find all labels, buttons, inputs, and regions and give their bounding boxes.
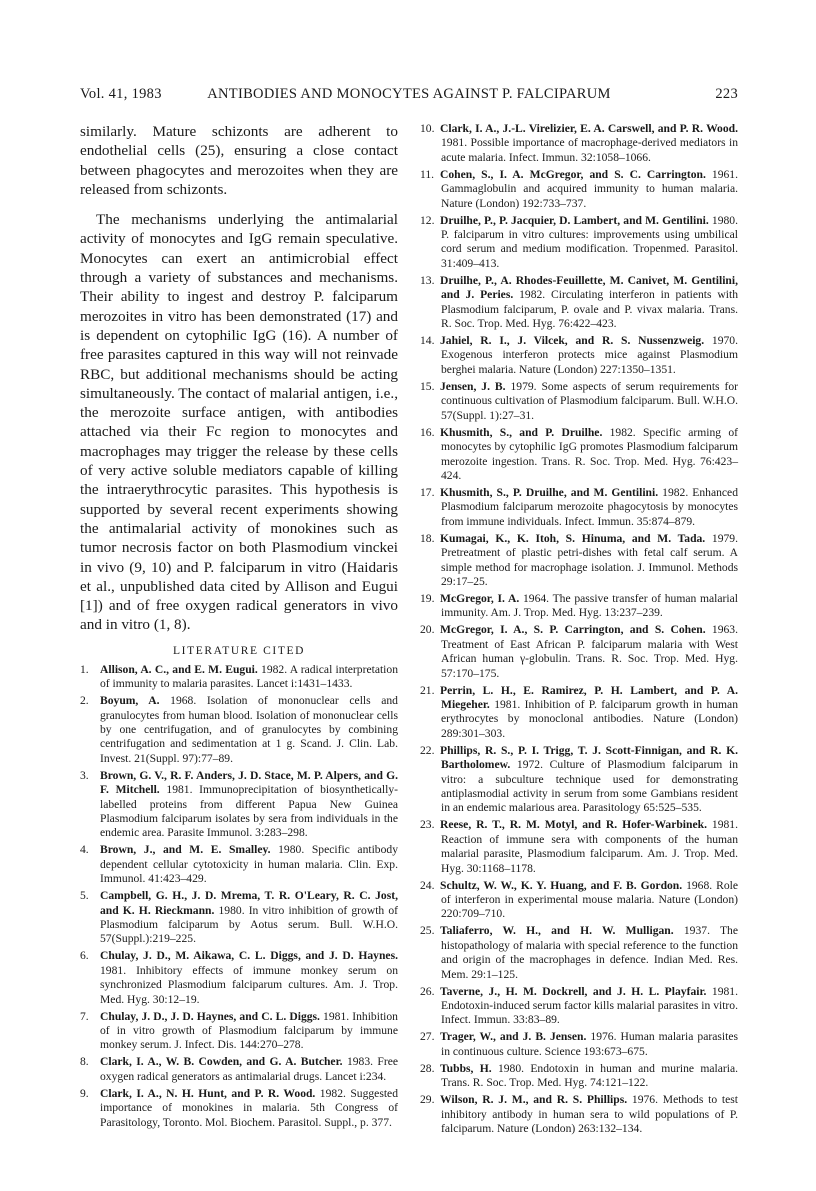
reference-authors: Tubbs, H. <box>440 1061 492 1075</box>
right-column <box>420 122 738 1139</box>
reference-authors: Chulay, J. D., J. D. Haynes, and C. L. Diggs. <box>100 1009 320 1023</box>
reference-item <box>420 985 738 1028</box>
reference-authors: Reese, R. T., R. M. Motyl, and R. Hofer-Warbinek. <box>440 818 707 832</box>
reference-item <box>420 426 738 484</box>
reference-number: 21. <box>420 683 435 697</box>
reference-item <box>420 168 738 211</box>
reference-text: 1980. In vitro inhibition of growth of Plasmodium falciparum by Aotus serum. Bull. W.H.O. 57(Suppl.):219–225. <box>100 903 398 946</box>
reference-item <box>80 1055 398 1084</box>
running-title: ANTIBODIES AND MONOCYTES AGAINST P. FALCIPARUM <box>207 86 611 102</box>
page-header <box>80 86 738 108</box>
reference-number: 6. <box>80 949 89 963</box>
reference-item <box>420 274 738 332</box>
reference-list-right <box>420 122 738 1137</box>
reference-item <box>420 1062 738 1091</box>
page-number: 223 <box>715 86 738 102</box>
reference-item <box>420 122 738 165</box>
reference-item <box>420 592 738 621</box>
reference-text: 1968. Role of interferon in experimental mouse malaria. Nature (London) 220:709–710. <box>441 878 738 921</box>
reference-text: 1963. Treatment of East African P. falciparum malaria with West African human γ-globulin. Trans. R. Soc. Trop. Med. Hyg. 57:170–175. <box>441 623 738 680</box>
reference-text: 1976. Human malaria parasites in continuous culture. Science 193:673–675. <box>441 1030 738 1058</box>
reference-authors: Taliaferro, W. H., and H. W. Mulligan. <box>440 924 674 938</box>
reference-item <box>420 1030 738 1059</box>
reference-item <box>420 1093 738 1136</box>
reference-text: 1982. Specific arming of monocytes by cytophilic IgG promotes Plasmodium falciparum merozoite ingestion. Trans. R. Soc. Trop. Med. Hyg. 76:423–424. <box>441 425 738 482</box>
reference-number: 4. <box>80 843 89 857</box>
reference-item <box>80 694 398 766</box>
reference-authors: Khusmith, S., P. Druilhe, and M. Gentilini. <box>440 485 659 499</box>
reference-number: 22. <box>420 743 435 757</box>
reference-number: 26. <box>420 984 435 998</box>
reference-authors: Druilhe, P., P. Jacquier, D. Lambert, and M. Gentilini. <box>440 213 709 227</box>
reference-authors: Chulay, J. D., M. Aikawa, C. L. Diggs, and J. D. Haynes. <box>100 949 398 963</box>
reference-text: 1972. Culture of Plasmodium falciparum in vitro: a subculture technique used for demonstrating antiplasmodial activity in serum from some Gambians resident in an endemic malarious area. Parasitology 65:525–535. <box>441 758 738 815</box>
reference-item <box>420 380 738 423</box>
reference-number: 23. <box>420 818 435 832</box>
reference-number: 17. <box>420 485 435 499</box>
reference-item <box>80 1010 398 1053</box>
reference-list-left <box>80 663 398 1130</box>
reference-item <box>80 949 398 1007</box>
reference-number: 28. <box>420 1061 435 1075</box>
reference-text: 1983. Free oxygen radical generators as antimalarial drugs. Lancet i:234. <box>100 1055 399 1083</box>
reference-text: 1981. Inhibitory effects of immune monkey serum on synchronized Plasmodium falciparum cultures. Am. J. Trop. Med. Hyg. 30:12–19. <box>100 963 398 1006</box>
reference-authors: Cohen, S., I. A. McGregor, and S. C. Carrington. <box>440 167 706 181</box>
reference-authors: Clark, I. A., J.-L. Virelizier, E. A. Carswell, and P. R. Wood. <box>440 122 738 135</box>
reference-item <box>80 663 398 692</box>
reference-authors: Clark, I. A., W. B. Cowden, and G. A. Butcher. <box>100 1055 343 1069</box>
reference-number: 25. <box>420 924 435 938</box>
reference-number: 5. <box>80 889 89 903</box>
reference-text: 1980. Specific antibody dependent cellular cytotoxicity in human malaria. Clin. Exp. Immunol. 41:423–429. <box>100 843 398 886</box>
reference-number: 10. <box>420 122 435 135</box>
reference-text: 1961. Gammaglobulin and acquired immunity to human malaria. Nature (London) 192:733–737. <box>441 167 739 210</box>
reference-authors: Clark, I. A., N. H. Hunt, and P. R. Wood. <box>100 1086 316 1100</box>
reference-text: 1937. The histopathology of malaria with special reference to the function and origin of the macrophages in defence. Indian Med. Res. Mem. 29:1–125. <box>441 924 738 981</box>
reference-number: 13. <box>420 273 435 287</box>
reference-authors: McGregor, I. A., S. P. Carrington, and S. Cohen. <box>440 623 706 637</box>
reference-authors: Brown, J., and M. E. Smalley. <box>100 843 271 857</box>
reference-number: 15. <box>420 379 435 393</box>
reference-authors: Boyum, A. <box>100 694 160 708</box>
reference-text: 1980. Endotoxin in human and murine malaria. Trans. R. Soc. Trop. Med. Hyg. 74:121–122. <box>441 1061 738 1090</box>
reference-number: 11. <box>420 167 435 181</box>
volume-label: Vol. 41, 1983 <box>80 86 162 102</box>
reference-number: 27. <box>420 1030 435 1044</box>
reference-authors: Jahiel, R. I., J. Vilcek, and R. S. Nussenzweig. <box>440 334 705 348</box>
reference-item <box>420 532 738 590</box>
reference-number: 14. <box>420 334 435 348</box>
reference-text: 1964. The passive transfer of human malarial immunity. Am. J. Trop. Med. Hyg. 13:237–239. <box>441 591 738 620</box>
reference-number: 24. <box>420 878 435 892</box>
reference-number: 20. <box>420 623 435 637</box>
left-column <box>80 122 398 1133</box>
reference-number: 3. <box>80 768 89 782</box>
reference-number: 19. <box>420 591 435 605</box>
reference-text: 1981. Possible importance of macrophage-derived mediators in acute malaria. Infect. Immun. 32:1058–1066. <box>441 136 738 164</box>
reference-number: 8. <box>80 1055 89 1069</box>
literature-cited-heading: LITERATURE CITED <box>173 644 305 657</box>
reference-text: 1981. Inhibition of P. falciparum growth in human erythrocytes by monoclonal antibodies. Nature (London) 289:301–303. <box>441 697 738 740</box>
reference-text: 1979. Pretreatment of plastic petri-dishes with fetal calf serum. A simple method for macrophage isolation. J. Immunol. Methods 29:17–25. <box>441 531 738 588</box>
reference-number: 2. <box>80 694 89 708</box>
reference-item <box>420 486 738 529</box>
reference-authors: Schultz, W. W., K. Y. Huang, and F. B. Gordon. <box>440 878 683 892</box>
reference-authors: Khusmith, S., and P. Druilhe. <box>440 425 603 439</box>
reference-item <box>420 879 738 922</box>
reference-number: 12. <box>420 213 435 227</box>
reference-authors: Jensen, J. B. <box>440 379 506 393</box>
reference-item <box>80 769 398 841</box>
reference-text: 1982. Enhanced Plasmodium falciparum merozoite phagocytosis by monocytes from immune individuals. Infect. Immun. 35:874–879. <box>441 485 738 528</box>
reference-authors: Wilson, R. J. M., and R. S. Phillips. <box>440 1093 628 1107</box>
reference-item <box>80 889 398 947</box>
reference-authors: McGregor, I. A. <box>440 591 520 605</box>
reference-authors: Campbell, G. H., J. D. Mrema, T. R. O'Leary, R. C. Jost, and K. H. Rieckmann. <box>100 889 398 917</box>
reference-item <box>420 214 738 272</box>
reference-number: 18. <box>420 531 435 545</box>
reference-text: 1970. Exogenous interferon protects mice against Plasmodium berghei malaria. Nature (London) 227:1350–1351. <box>441 334 738 376</box>
reference-authors: Druilhe, P., A. Rhodes-Feuillette, M. Canivet, M. Gentilini, and J. Peries. <box>440 273 738 302</box>
reference-item <box>420 924 738 982</box>
reference-number: 29. <box>420 1093 435 1107</box>
reference-text: 1981. Immunoprecipitation of biosynthetically-labelled proteins from different Papua New Guinea Plasmodium falciparum isolates by sera from individuals in the endemic area. Parasite Immunol. 3:283–298. <box>100 783 399 840</box>
reference-item <box>80 843 398 886</box>
reference-text: 1981. Inhibition of in vitro growth of Plasmodium falciparum by immune monkey serum. J. Infect. Dis. 144:270–278. <box>100 1009 398 1052</box>
reference-item <box>420 744 738 816</box>
reference-authors: Taverne, J., H. M. Dockrell, and J. H. L. Playfair. <box>440 984 707 998</box>
reference-authors: Perrin, L. H., E. Ramirez, P. H. Lambert, and P. A. Miegeher. <box>440 683 738 711</box>
reference-number: 1. <box>80 662 89 676</box>
reference-authors: Phillips, R. S., P. I. Trigg, T. J. Scott-Finnigan, and R. K. Bartholomew. <box>440 743 738 772</box>
reference-authors: Allison, A. C., and E. M. Eugui. <box>100 662 258 676</box>
reference-item <box>420 684 738 742</box>
reference-text: 1981. Reaction of immune sera with components of the human malarial parasite, Plasmodium falciparum. Am. J. Trop. Med. Hyg. 30:1168–1178. <box>441 818 738 875</box>
reference-number: 7. <box>80 1009 89 1023</box>
reference-text: 1980. P. falciparum in vitro cultures: improvements using umbilical cord serum and medium modification. Tropenmed. Parasitol. 31:409–413. <box>441 213 739 270</box>
body-paragraph-2: The mechanisms underlying the antimalarial activity of monocytes and IgG remain speculative. Monocytes can exert an antimicrobial effect through a variety of substances and mechanisms. Their ability to ingest and destroy P. falciparum merozoites in vitro has been demonstrated (17) and is dependent on cytophilic IgG (16). A number of free parasites captured in this way will not reinvade RBC, but additional mechanisms should be acting simultaneously. The contact of malarial antigen, i.e., the merozoite surface antigen, with antibodies attached via their Fc region to monocytes and macrophages may trigger the release by these cells of very active soluble mediators capable of killing the intraerythrocytic parasites. This hypothesis is supported by several recent experiments showing the antimalarial activity of monokines such as tumor necrosis factor on both Plasmodium vinckei in vivo (9, 10) and P. falciparum in vitro (Haidaris et al., unpublished data cited by Allison and Eugui [1]) and of free oxygen radical generators in vivo and in vitro (1, 8). <box>80 211 398 634</box>
reference-text: 1982. Circulating interferon in patients with Plasmodium falciparum, P. ovale and P. vivax malaria. Trans. R. Soc. Trop. Med. Hyg. 76:422–423. <box>441 288 738 331</box>
reference-item <box>420 623 738 681</box>
reference-authors: Kumagai, K., K. Itoh, S. Hinuma, and M. Tada. <box>440 531 706 545</box>
reference-text: 1982. A radical interpretation of immunity to malaria parasites. Lancet i:1431–1433. <box>100 662 398 691</box>
reference-authors: Trager, W., and J. B. Jensen. <box>440 1030 587 1044</box>
reference-number: 16. <box>420 425 435 439</box>
reference-text: 1981. Endotoxin-induced serum factor kills malarial parasites in vitro. Infect. Immun. 33:83–89. <box>441 984 738 1027</box>
reference-text: 1976. Methods to test inhibitory antibody in human sera to wild populations of P. falciparum. Nature (London) 263:132–134. <box>441 1093 738 1136</box>
reference-item <box>420 334 738 377</box>
reference-number: 9. <box>80 1086 89 1100</box>
body-paragraph-1: similarly. Mature schizonts are adherent to endothelial cells (25), ensuring a close contact between phagocytes and merozoites when they are released from schizonts. <box>80 123 398 198</box>
reference-item <box>80 1087 398 1130</box>
reference-item <box>420 818 738 876</box>
reference-text: 1982. Suggested importance of monokines in malaria. 5th Congress of Parasitology, Toronto. Mol. Biochem. Parasitol. Suppl., p. 377. <box>100 1086 398 1129</box>
reference-text: 1968. Isolation of mononuclear cells and granulocytes from human blood. Isolation of mononuclear cells by one centrifugation, and of granulocytes by combining centrifugation and sedimentation at 1 g. Scand. J. Clin. Lab. Invest. 21(Suppl. 97):77–89. <box>100 694 398 765</box>
reference-text: 1979. Some aspects of serum requirements for continuous cultivation of Plasmodium falciparum. Bull. W.H.O. 57(Suppl. 1):27–31. <box>441 379 738 422</box>
reference-authors: Brown, G. V., R. F. Anders, J. D. Stace, M. P. Alpers, and G. F. Mitchell. <box>100 768 398 797</box>
